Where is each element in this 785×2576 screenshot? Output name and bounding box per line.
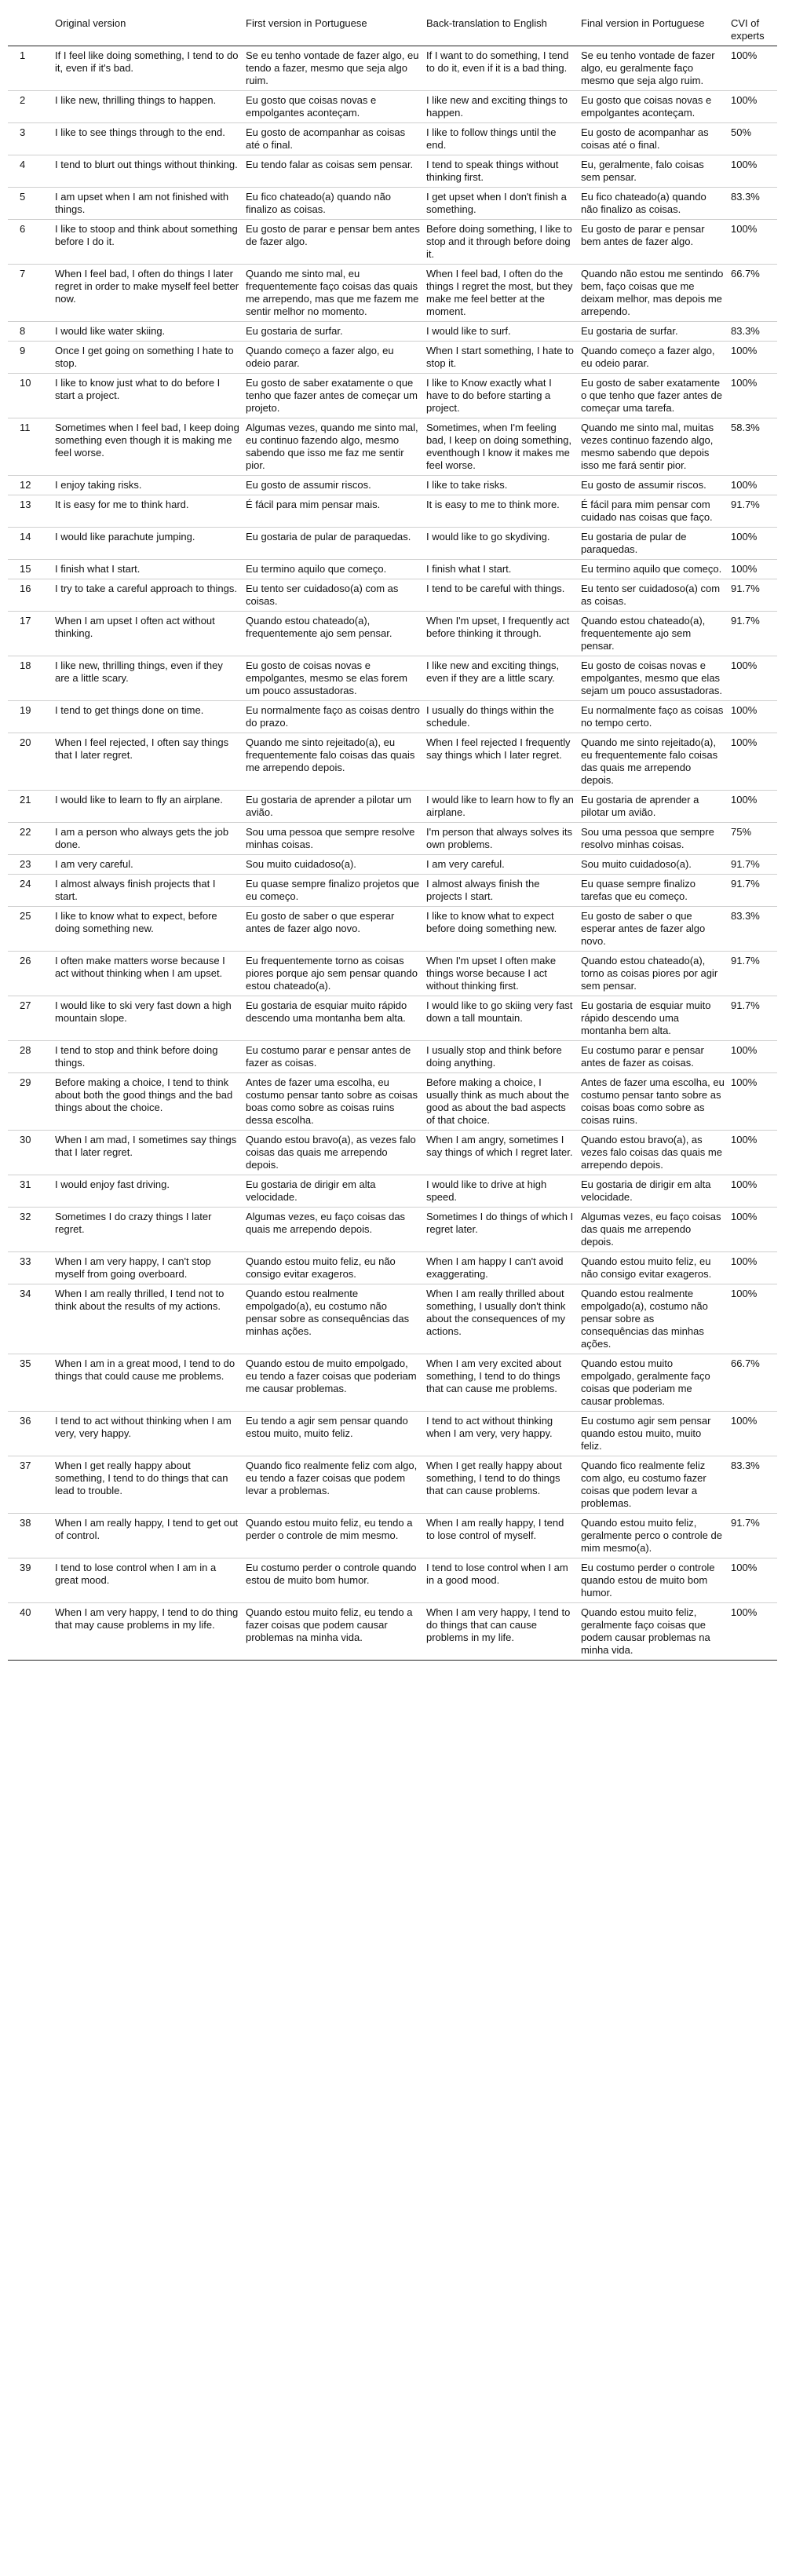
back-translation-text: When I get really happy about something, I tend to do things that can cause problems. [426,1460,562,1496]
first-portuguese-text: Eu tendo a agir sem pensar quando estou muito, muito feliz. [246,1415,408,1439]
header-final-version-portuguese: Final version in Portuguese [578,2,728,46]
first-portuguese-text: É fácil para mim pensar mais. [246,499,381,510]
table-row [8,701,777,733]
item-number: 20 [20,736,31,748]
back-translation-text: I usually stop and think before doing anything. [426,1044,562,1069]
original-text: I often make matters worse because I act without thinking when I am upset. [55,955,225,979]
table-row [8,996,777,1041]
back-translation-text: When I am very excited about something, I tend to do things that can cause me problems. [426,1357,561,1394]
original-text: When I am really thrilled, I tend not to think about the results of my actions. [55,1288,225,1312]
final-portuguese-text: Eu quase sempre finalizo tarefas que eu começo. [581,878,696,902]
cvi-value: 100% [731,563,758,575]
original-text: Once I get going on something I hate to stop. [55,345,234,369]
cvi-value: 91.7% [731,858,760,870]
final-portuguese-text: Eu gosto de saber o que esperar antes de fazer algo novo. [581,910,706,947]
item-number: 1 [20,49,26,61]
item-number: 27 [20,999,31,1011]
back-translation-text: I like to take risks. [426,479,508,491]
table-row [8,342,777,374]
cvi-value: 83.3% [731,910,760,922]
back-translation-text: I would like to go skydiving. [426,531,550,543]
item-number: 36 [20,1415,31,1427]
original-text: When I am really happy, I tend to get out of control. [55,1517,239,1541]
final-portuguese-text: Quando começo a fazer algo, eu odeio parar. [581,345,715,369]
cvi-value: 83.3% [731,325,760,337]
cvi-value: 100% [731,736,758,748]
cvi-value: 100% [731,1606,758,1618]
back-translation-text: I tend to act without thinking when I am very, very happy. [426,1415,553,1439]
back-translation-text: I'm person that always solves its own problems. [426,826,572,850]
table-row [8,612,777,656]
table-row [8,1175,777,1208]
cvi-value: 100% [731,377,758,389]
original-text: I am upset when I am not finished with things. [55,191,229,215]
first-portuguese-text: Quando estou realmente empolgado(a), eu costumo não pensar sobre as consequências das minhas ações. [246,1288,410,1337]
first-portuguese-text: Eu costumo parar e pensar antes de fazer as coisas. [246,1044,411,1069]
cvi-value: 66.7% [731,1357,760,1369]
table-body [8,46,777,1661]
table-row [8,1041,777,1073]
first-portuguese-text: Quando me sinto rejeitado(a), eu frequentemente falo coisas das quais me arrependo depois. [246,736,415,773]
original-text: I like to see things through to the end. [55,126,225,138]
original-text: I like to know what to expect, before doing something new. [55,910,217,934]
original-text: When I am in a great mood, I tend to do things that could cause me problems. [55,1357,236,1382]
final-portuguese-text: Quando me sinto mal, muitas vezes continuo fazendo algo, mesmo sabendo que depois isso me fará sentir pior. [581,422,714,471]
original-text: Sometimes I do crazy things I later regret. [55,1211,212,1235]
original-text: When I feel rejected, I often say things that I later regret. [55,736,229,761]
back-translation-text: When I feel bad, I often do the things I regret the most, but they make me feel better at the moment. [426,268,573,317]
item-number: 26 [20,955,31,966]
item-number: 38 [20,1517,31,1529]
first-portuguese-text: Eu gostaria de surfar. [246,325,343,337]
cvi-value: 91.7% [731,499,760,510]
table-row [8,220,777,265]
back-translation-text: Sometimes, when I'm feeling bad, I keep on doing something, eventhough I know it makes me feel worse. [426,422,572,471]
cvi-value: 91.7% [731,615,760,627]
final-portuguese-text: Eu tento ser cuidadoso(a) com as coisas. [581,583,721,607]
header-cvi-experts: CVI of experts [728,2,777,46]
original-text: I am a person who always gets the job done. [55,826,229,850]
original-text: When I get really happy about something, I tend to do things that can lead to trouble. [55,1460,228,1496]
first-portuguese-text: Quando estou bravo(a), as vezes falo coisas das quais me arrependo depois. [246,1134,416,1171]
cvi-value: 100% [731,159,758,170]
original-text: I would like to ski very fast down a high mountain slope. [55,999,232,1024]
back-translation-text: When I feel rejected I frequently say things which I later regret. [426,736,571,761]
cvi-value: 66.7% [731,268,760,280]
original-text: I almost always finish projects that I start. [55,878,216,902]
item-number: 14 [20,531,31,543]
original-text: I enjoy taking risks. [55,479,142,491]
final-portuguese-text: Eu gostaria de dirigir em alta velocidade. [581,1178,711,1203]
item-number: 39 [20,1562,31,1573]
original-text: Sometimes when I feel bad, I keep doing something even though it is making me feel worse. [55,422,239,459]
item-number: 32 [20,1211,31,1222]
table-row [8,952,777,996]
original-text: Before making a choice, I tend to think about both the good things and the bad things about the choice. [55,1076,233,1113]
final-portuguese-text: Eu gosto que coisas novas e empolgantes aconteçam. [581,94,712,119]
cvi-value: 83.3% [731,1460,760,1471]
first-portuguese-text: Eu termino aquilo que começo. [246,563,387,575]
back-translation-text: I tend to lose control when I am in a good mood. [426,1562,568,1586]
table-row [8,123,777,155]
cvi-value: 100% [731,1134,758,1145]
back-translation-text: When I am angry, sometimes I say things of which I regret later. [426,1134,573,1158]
final-portuguese-text: Quando estou muito feliz, geralmente perco o controle de mim mesmo(a). [581,1517,722,1554]
first-portuguese-text: Eu tendo falar as coisas sem pensar. [246,159,414,170]
final-portuguese-text: Eu gostaria de aprender a pilotar um avião. [581,794,699,818]
first-portuguese-text: Quando começo a fazer algo, eu odeio parar. [246,345,394,369]
final-portuguese-text: Quando estou chateado(a), torno as coisas piores por agir sem pensar. [581,955,718,992]
final-portuguese-text: Quando estou chateado(a), frequentemente ajo sem pensar. [581,615,706,652]
first-portuguese-text: Eu normalmente faço as coisas dentro do prazo. [246,704,420,729]
cvi-value: 100% [731,223,758,235]
table-row [8,560,777,579]
final-portuguese-text: Eu fico chateado(a) quando não finalizo as coisas. [581,191,706,215]
cvi-value: 91.7% [731,999,760,1011]
item-number: 5 [20,191,26,203]
first-portuguese-text: Eu gosto de saber exatamente o que tenho que fazer antes de começar um projeto. [246,377,418,414]
original-text: I try to take a careful approach to things. [55,583,237,594]
original-text: I like new, thrilling things, even if they are a little scary. [55,660,223,684]
final-portuguese-text: Quando não estou me sentindo bem, faço coisas que me deixam melhor, mas depois me arrependo. [581,268,724,317]
cvi-value: 100% [731,660,758,671]
item-number: 10 [20,377,31,389]
final-portuguese-text: Se eu tenho vontade de fazer algo, eu geralmente faço mesmo que seja algo ruim. [581,49,715,86]
final-portuguese-text: Eu costumo perder o controle quando estou de muito bom humor. [581,1562,715,1599]
first-portuguese-text: Eu gostaria de pular de paraquedas. [246,531,411,543]
table-row [8,1284,777,1354]
back-translation-text: I am very careful. [426,858,505,870]
item-number: 6 [20,223,26,235]
table-row [8,374,777,418]
cvi-value: 91.7% [731,1517,760,1529]
first-portuguese-text: Eu gosto de assumir riscos. [246,479,371,491]
table-row [8,476,777,495]
final-portuguese-text: Sou uma pessoa que sempre resolvo minhas coisas. [581,826,714,850]
first-portuguese-text: Eu quase sempre finalizo projetos que eu começo. [246,878,420,902]
cvi-value: 100% [731,1255,758,1267]
original-text: I like to stoop and think about something before I do it. [55,223,238,247]
final-portuguese-text: Eu gosto de saber exatamente o que tenho que fazer antes de começar uma tarefa. [581,377,722,414]
header-item-number [8,2,52,46]
back-translation-text: If I want to do something, I tend to do it, even if it is a bad thing. [426,49,569,74]
item-number: 29 [20,1076,31,1088]
item-number: 18 [20,660,31,671]
back-translation-text: When I am happy I can't avoid exaggerating. [426,1255,564,1280]
final-portuguese-text: Eu gostaria de esquiar muito rápido descendo uma montanha bem alta. [581,999,711,1036]
table-row [8,791,777,823]
first-portuguese-text: Eu gosto de saber o que esperar antes de fazer algo novo. [246,910,395,934]
original-text: When I am very happy, I tend to do thing that may cause problems in my life. [55,1606,239,1631]
original-text: I am very careful. [55,858,133,870]
original-text: I would like water skiing. [55,325,166,337]
cvi-value: 100% [731,1076,758,1088]
item-number: 19 [20,704,31,716]
final-portuguese-text: Eu gosto de parar e pensar bem antes de fazer algo. [581,223,705,247]
back-translation-text: I get upset when I don't finish a something. [426,191,567,215]
final-portuguese-text: Eu costumo agir sem pensar quando estou muito, muito feliz. [581,1415,711,1452]
final-portuguese-text: Antes de fazer uma escolha, eu costumo pensar tanto sobre as coisas boas como sobre as coisas ruins. [581,1076,725,1126]
first-portuguese-text: Quando estou chateado(a), frequentemente ajo sem pensar. [246,615,392,639]
table-row [8,1456,777,1514]
first-portuguese-text: Se eu tenho vontade de fazer algo, eu tendo a fazer, mesmo que seja algo ruim. [246,49,419,86]
table-row [8,855,777,875]
table-row [8,1354,777,1412]
item-number: 31 [20,1178,31,1190]
table-row [8,733,777,791]
cvi-value: 100% [731,704,758,716]
header-original-version: Original version [52,2,243,46]
final-portuguese-text: É fácil para mim pensar com cuidado nas coisas que faço. [581,499,713,523]
table-row [8,579,777,612]
table-row [8,1514,777,1558]
cvi-value: 100% [731,531,758,543]
back-translation-text: I like new and exciting things, even if they are a little scary. [426,660,560,684]
cvi-value: 100% [731,794,758,806]
table-row [8,1412,777,1456]
item-number: 8 [20,325,26,337]
table-row [8,418,777,476]
cvi-value: 91.7% [731,955,760,966]
final-portuguese-text: Quando estou muito feliz, geralmente faço coisas que podem causar problemas na minha vida. [581,1606,710,1656]
table-row [8,907,777,952]
back-translation-text: I tend to speak things without thinking first. [426,159,559,183]
item-number: 11 [20,422,31,433]
back-translation-text: I almost always finish the projects I start. [426,878,540,902]
back-translation-text: When I start something, I hate to stop it. [426,345,574,369]
first-portuguese-text: Quando estou muito feliz, eu tendo a fazer coisas que podem causar problemas na minha vida. [246,1606,413,1643]
first-portuguese-text: Eu gosto que coisas novas e empolgantes aconteçam. [246,94,377,119]
original-text: I like to know just what to do before I start a project. [55,377,221,401]
back-translation-text: I like to Know exactly what I have to do before starting a project. [426,377,552,414]
table-row [8,875,777,907]
first-portuguese-text: Eu gosto de coisas novas e empolgantes, mesmo se elas forem um pouco assustadoras. [246,660,407,696]
original-text: When I am upset I often act without thinking. [55,615,215,639]
final-portuguese-text: Eu, geralmente, falo coisas sem pensar. [581,159,704,183]
table-row [8,265,777,322]
table-row [8,1208,777,1252]
table-row [8,91,777,123]
original-text: I tend to stop and think before doing things. [55,1044,218,1069]
cvi-value: 100% [731,1044,758,1056]
table-row [8,656,777,701]
back-translation-text: When I am very happy, I tend to do things that can cause problems in my life. [426,1606,571,1643]
original-text: I would like parachute jumping. [55,531,195,543]
item-number: 24 [20,878,31,890]
final-portuguese-text: Quando me sinto rejeitado(a), eu frequentemente falo coisas das quais me arrependo depois. [581,736,718,786]
cvi-value: 100% [731,1415,758,1427]
item-number: 28 [20,1044,31,1056]
item-number: 2 [20,94,26,106]
final-portuguese-text: Algumas vezes, eu faço coisas das quais me arrependo depois. [581,1211,721,1248]
table-row [8,155,777,188]
cvi-value: 100% [731,1178,758,1190]
final-portuguese-text: Quando fico realmente feliz com algo, eu costumo fazer coisas que podem levar a problemas. [581,1460,706,1509]
original-text: I would enjoy fast driving. [55,1178,170,1190]
cvi-value: 83.3% [731,191,760,203]
item-number: 30 [20,1134,31,1145]
original-text: When I am mad, I sometimes say things that I later regret. [55,1134,237,1158]
item-number: 35 [20,1357,31,1369]
cvi-value: 75% [731,826,752,838]
item-number: 7 [20,268,26,280]
original-text: I tend to get things done on time. [55,704,204,716]
first-portuguese-text: Eu fico chateado(a) quando não finalizo as coisas. [246,191,392,215]
back-translation-text: When I am really thrilled about something, I usually don't think about the consequences of my actions. [426,1288,566,1337]
cvi-value: 100% [731,1562,758,1573]
final-portuguese-text: Eu termino aquilo que começo. [581,563,722,575]
original-text: It is easy for me to think hard. [55,499,189,510]
original-text: I like new, thrilling things to happen. [55,94,217,106]
final-portuguese-text: Eu gosto de acompanhar as coisas até o final. [581,126,709,151]
item-number: 9 [20,345,26,356]
cvi-value: 100% [731,1288,758,1299]
back-translation-text: I like to know what to expect before doing something new. [426,910,557,934]
original-text: I tend to act without thinking when I am very, very happy. [55,1415,232,1439]
cvi-value: 100% [731,94,758,106]
table-row [8,188,777,220]
cvi-value: 91.7% [731,583,760,594]
back-translation-text: I would like to surf. [426,325,511,337]
item-number: 15 [20,563,31,575]
cvi-value: 50% [731,126,752,138]
item-number: 33 [20,1255,31,1267]
item-number: 13 [20,499,31,510]
back-translation-text: When I'm upset I often make things worse because I act without thinking first. [426,955,557,992]
first-portuguese-text: Algumas vezes, eu faço coisas das quais me arrependo depois. [246,1211,406,1235]
item-number: 3 [20,126,26,138]
table-row [8,1131,777,1175]
first-portuguese-text: Eu gostaria de aprender a pilotar um avião. [246,794,412,818]
first-portuguese-text: Quando me sinto mal, eu frequentemente faço coisas das quais me arrependo, mas que me fazem me sentir melhor no momento. [246,268,419,317]
cvi-value: 100% [731,1211,758,1222]
back-translation-text: Before doing something, I like to stop and it through before doing it. [426,223,572,260]
table-row [8,1558,777,1603]
table-row [8,495,777,528]
back-translation-text: I would like to learn how to fly an airplane. [426,794,574,818]
original-text: If I feel like doing something, I tend to do it, even if it's bad. [55,49,239,74]
back-translation-text: I would like to go skiing very fast down a tall mountain. [426,999,573,1024]
back-translation-text: I usually do things within the schedule. [426,704,554,729]
back-translation-text: I like to follow things until the end. [426,126,557,151]
original-text: When I feel bad, I often do things I later regret in order to make myself feel better now. [55,268,239,305]
first-portuguese-text: Eu gosto de parar e pensar bem antes de fazer algo. [246,223,420,247]
header-row [8,2,777,46]
final-portuguese-text: Quando estou bravo(a), as vezes falo coisas das quais me arrependo depois. [581,1134,722,1171]
cvi-value: 58.3% [731,422,760,433]
final-portuguese-text: Eu costumo parar e pensar antes de fazer as coisas. [581,1044,704,1069]
first-portuguese-text: Eu gostaria de dirigir em alta velocidade. [246,1178,376,1203]
first-portuguese-text: Eu gosto de acompanhar as coisas até o final. [246,126,406,151]
first-portuguese-text: Quando estou de muito empolgado, eu tendo a fazer coisas que poderiam me causar problemas. [246,1357,417,1394]
item-number: 21 [20,794,31,806]
item-number: 34 [20,1288,31,1299]
first-portuguese-text: Sou muito cuidadoso(a). [246,858,356,870]
back-translation-text: It is easy to me to think more. [426,499,560,510]
original-text: I tend to blurt out things without thinking. [55,159,238,170]
first-portuguese-text: Algumas vezes, quando me sinto mal, eu continuo fazendo algo, mesmo sabendo que isso me faz me sentir pior. [246,422,418,471]
final-portuguese-text: Eu gostaria de pular de paraquedas. [581,531,687,555]
table-row [8,528,777,560]
table-row [8,1252,777,1284]
back-translation-text: I would like to drive at high speed. [426,1178,547,1203]
table-header [8,2,777,46]
final-portuguese-text: Sou muito cuidadoso(a). [581,858,692,870]
first-portuguese-text: Quando estou muito feliz, eu tendo a perder o controle de mim mesmo. [246,1517,413,1541]
final-portuguese-text: Eu gosto de assumir riscos. [581,479,706,491]
final-portuguese-text: Quando estou realmente empolgado(a), costumo não pensar sobre as consequências das minhas ações. [581,1288,708,1350]
item-number: 4 [20,159,26,170]
translation-table [8,2,777,1661]
item-number: 17 [20,615,31,627]
item-number: 37 [20,1460,31,1471]
back-translation-text: I finish what I start. [426,563,512,575]
item-number: 16 [20,583,31,594]
table-row [8,1603,777,1661]
final-portuguese-text: Quando estou muito empolgado, geralmente faço coisas que poderiam me causar problemas. [581,1357,710,1407]
final-portuguese-text: Quando estou muito feliz, eu não consigo evitar exageros. [581,1255,712,1280]
first-portuguese-text: Eu gostaria de esquiar muito rápido descendo uma montanha bem alta. [246,999,407,1024]
first-portuguese-text: Eu frequentemente torno as coisas piores porque ajo sem pensar quando estou chateado(a). [246,955,418,992]
table-row [8,823,777,855]
item-number: 25 [20,910,31,922]
item-number: 23 [20,858,31,870]
table-row [8,1073,777,1131]
original-text: I finish what I start. [55,563,141,575]
back-translation-text: Sometimes I do things of which I regret later. [426,1211,574,1235]
back-translation-text: When I'm upset, I frequently act before thinking it through. [426,615,570,639]
original-text: I would like to learn to fly an airplane. [55,794,223,806]
original-text: I tend to lose control when I am in a great mood. [55,1562,217,1586]
item-number: 22 [20,826,31,838]
first-portuguese-text: Eu tento ser cuidadoso(a) com as coisas. [246,583,399,607]
item-number: 40 [20,1606,31,1618]
first-portuguese-text: Sou uma pessoa que sempre resolve minhas coisas. [246,826,415,850]
original-text: When I am very happy, I can't stop myself from going overboard. [55,1255,211,1280]
back-translation-text: I tend to be careful with things. [426,583,565,594]
cvi-value: 100% [731,345,758,356]
cvi-value: 100% [731,49,758,61]
back-translation-text: I like new and exciting things to happen. [426,94,568,119]
first-portuguese-text: Eu costumo perder o controle quando estou de muito bom humor. [246,1562,417,1586]
cvi-value: 91.7% [731,878,760,890]
table-row [8,322,777,342]
first-portuguese-text: Antes de fazer uma escolha, eu costumo pensar tanto sobre as coisas boas como sobre as coisas ruins dessa escolha. [246,1076,418,1126]
table-row [8,46,777,91]
final-portuguese-text: Eu normalmente faço as coisas no tempo certo. [581,704,724,729]
header-first-version-portuguese: First version in Portuguese [243,2,423,46]
back-translation-text: Before making a choice, I usually think as much about the good as about the bad aspects of that choice. [426,1076,570,1126]
header-back-translation: Back-translation to English [423,2,578,46]
first-portuguese-text: Quando fico realmente feliz com algo, eu tendo a fazer coisas que podem levar a problemas. [246,1460,418,1496]
final-portuguese-text: Eu gosto de coisas novas e empolgantes, mesmo que elas sejam um pouco assustadoras. [581,660,722,696]
cvi-value: 100% [731,479,758,491]
item-number: 12 [20,479,31,491]
final-portuguese-text: Eu gostaria de surfar. [581,325,678,337]
back-translation-text: When I am really happy, I tend to lose control of myself. [426,1517,564,1541]
first-portuguese-text: Quando estou muito feliz, eu não consigo evitar exageros. [246,1255,396,1280]
